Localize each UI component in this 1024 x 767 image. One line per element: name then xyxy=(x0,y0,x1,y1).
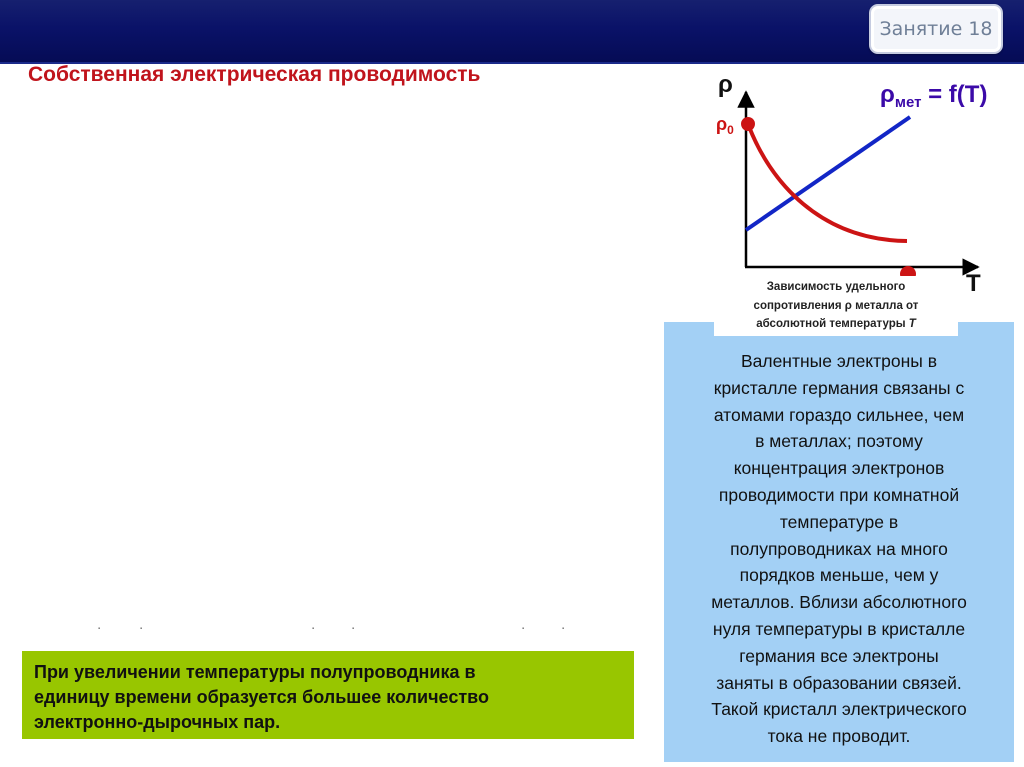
info-line: порядков меньше, чем у xyxy=(739,565,939,586)
info-line: полупроводниках на много xyxy=(730,538,948,559)
caption-line: Зависимость удельного xyxy=(766,281,906,293)
caption-italic-t: T xyxy=(908,318,916,330)
graph-caption xyxy=(714,276,958,336)
metal-formula xyxy=(880,81,987,111)
page-title: Собственная электрическая проводимость xyxy=(28,63,481,86)
resistivity-graph xyxy=(700,62,1024,302)
info-line: металлов. Вблизи абсолютного xyxy=(711,592,967,613)
decorative-dot: ▪ xyxy=(140,626,143,632)
info-line: нуля температуры в кристалле xyxy=(712,618,966,639)
highlight-line: электронно-дырочных пар. xyxy=(34,712,281,732)
rho0-point xyxy=(741,117,755,131)
decorative-dot: ▪ xyxy=(352,626,355,632)
info-line: кристалле германия связаны с xyxy=(713,377,965,398)
lesson-badge: Занятие 18 xyxy=(869,4,1003,54)
formula-sub: мет xyxy=(894,94,922,111)
info-line: атомами гораздо сильнее, чем xyxy=(713,404,965,425)
info-line: проводимости при комнатной xyxy=(718,484,960,505)
info-line: Такой кристалл электрического xyxy=(711,699,967,720)
x-axis-label: T xyxy=(966,270,981,297)
highlight-box xyxy=(22,651,634,739)
decorative-dot: ▪ xyxy=(98,626,101,632)
decorative-dot: ▪ xyxy=(522,626,525,632)
info-line: температуре в xyxy=(779,511,899,532)
info-line: тока не проводит. xyxy=(767,726,911,747)
decorative-dot: ▪ xyxy=(312,626,315,632)
rho0-label-base: ρ xyxy=(716,114,728,134)
formula-rest: = f(T) xyxy=(921,81,988,108)
caption-line xyxy=(714,315,958,334)
metal-resistivity-line xyxy=(746,117,910,230)
semiconductor-resistivity-curve xyxy=(748,124,907,241)
caption-line-text: абсолютной температуры xyxy=(756,318,906,330)
info-line: концентрация электронов xyxy=(733,458,945,479)
formula-base: ρ xyxy=(880,81,895,108)
info-box xyxy=(664,322,1014,762)
highlight-line: При увеличении температуры полупроводника в xyxy=(34,662,476,682)
rho0-label-sub: 0 xyxy=(727,123,734,137)
decorative-dot: ▪ xyxy=(562,626,565,632)
y-axis-label: ρ xyxy=(718,71,733,98)
caption-line: сопротивления ρ металла от xyxy=(753,299,919,312)
highlight-line: единицу времени образуется большее количество xyxy=(34,687,489,707)
info-line: в металлах; поэтому xyxy=(755,431,923,452)
info-line: Валентные электроны в xyxy=(740,351,938,371)
info-line: германия все электроны xyxy=(739,645,939,666)
info-line: заняты в образовании связей. xyxy=(716,672,962,693)
rho0-label xyxy=(716,114,734,137)
